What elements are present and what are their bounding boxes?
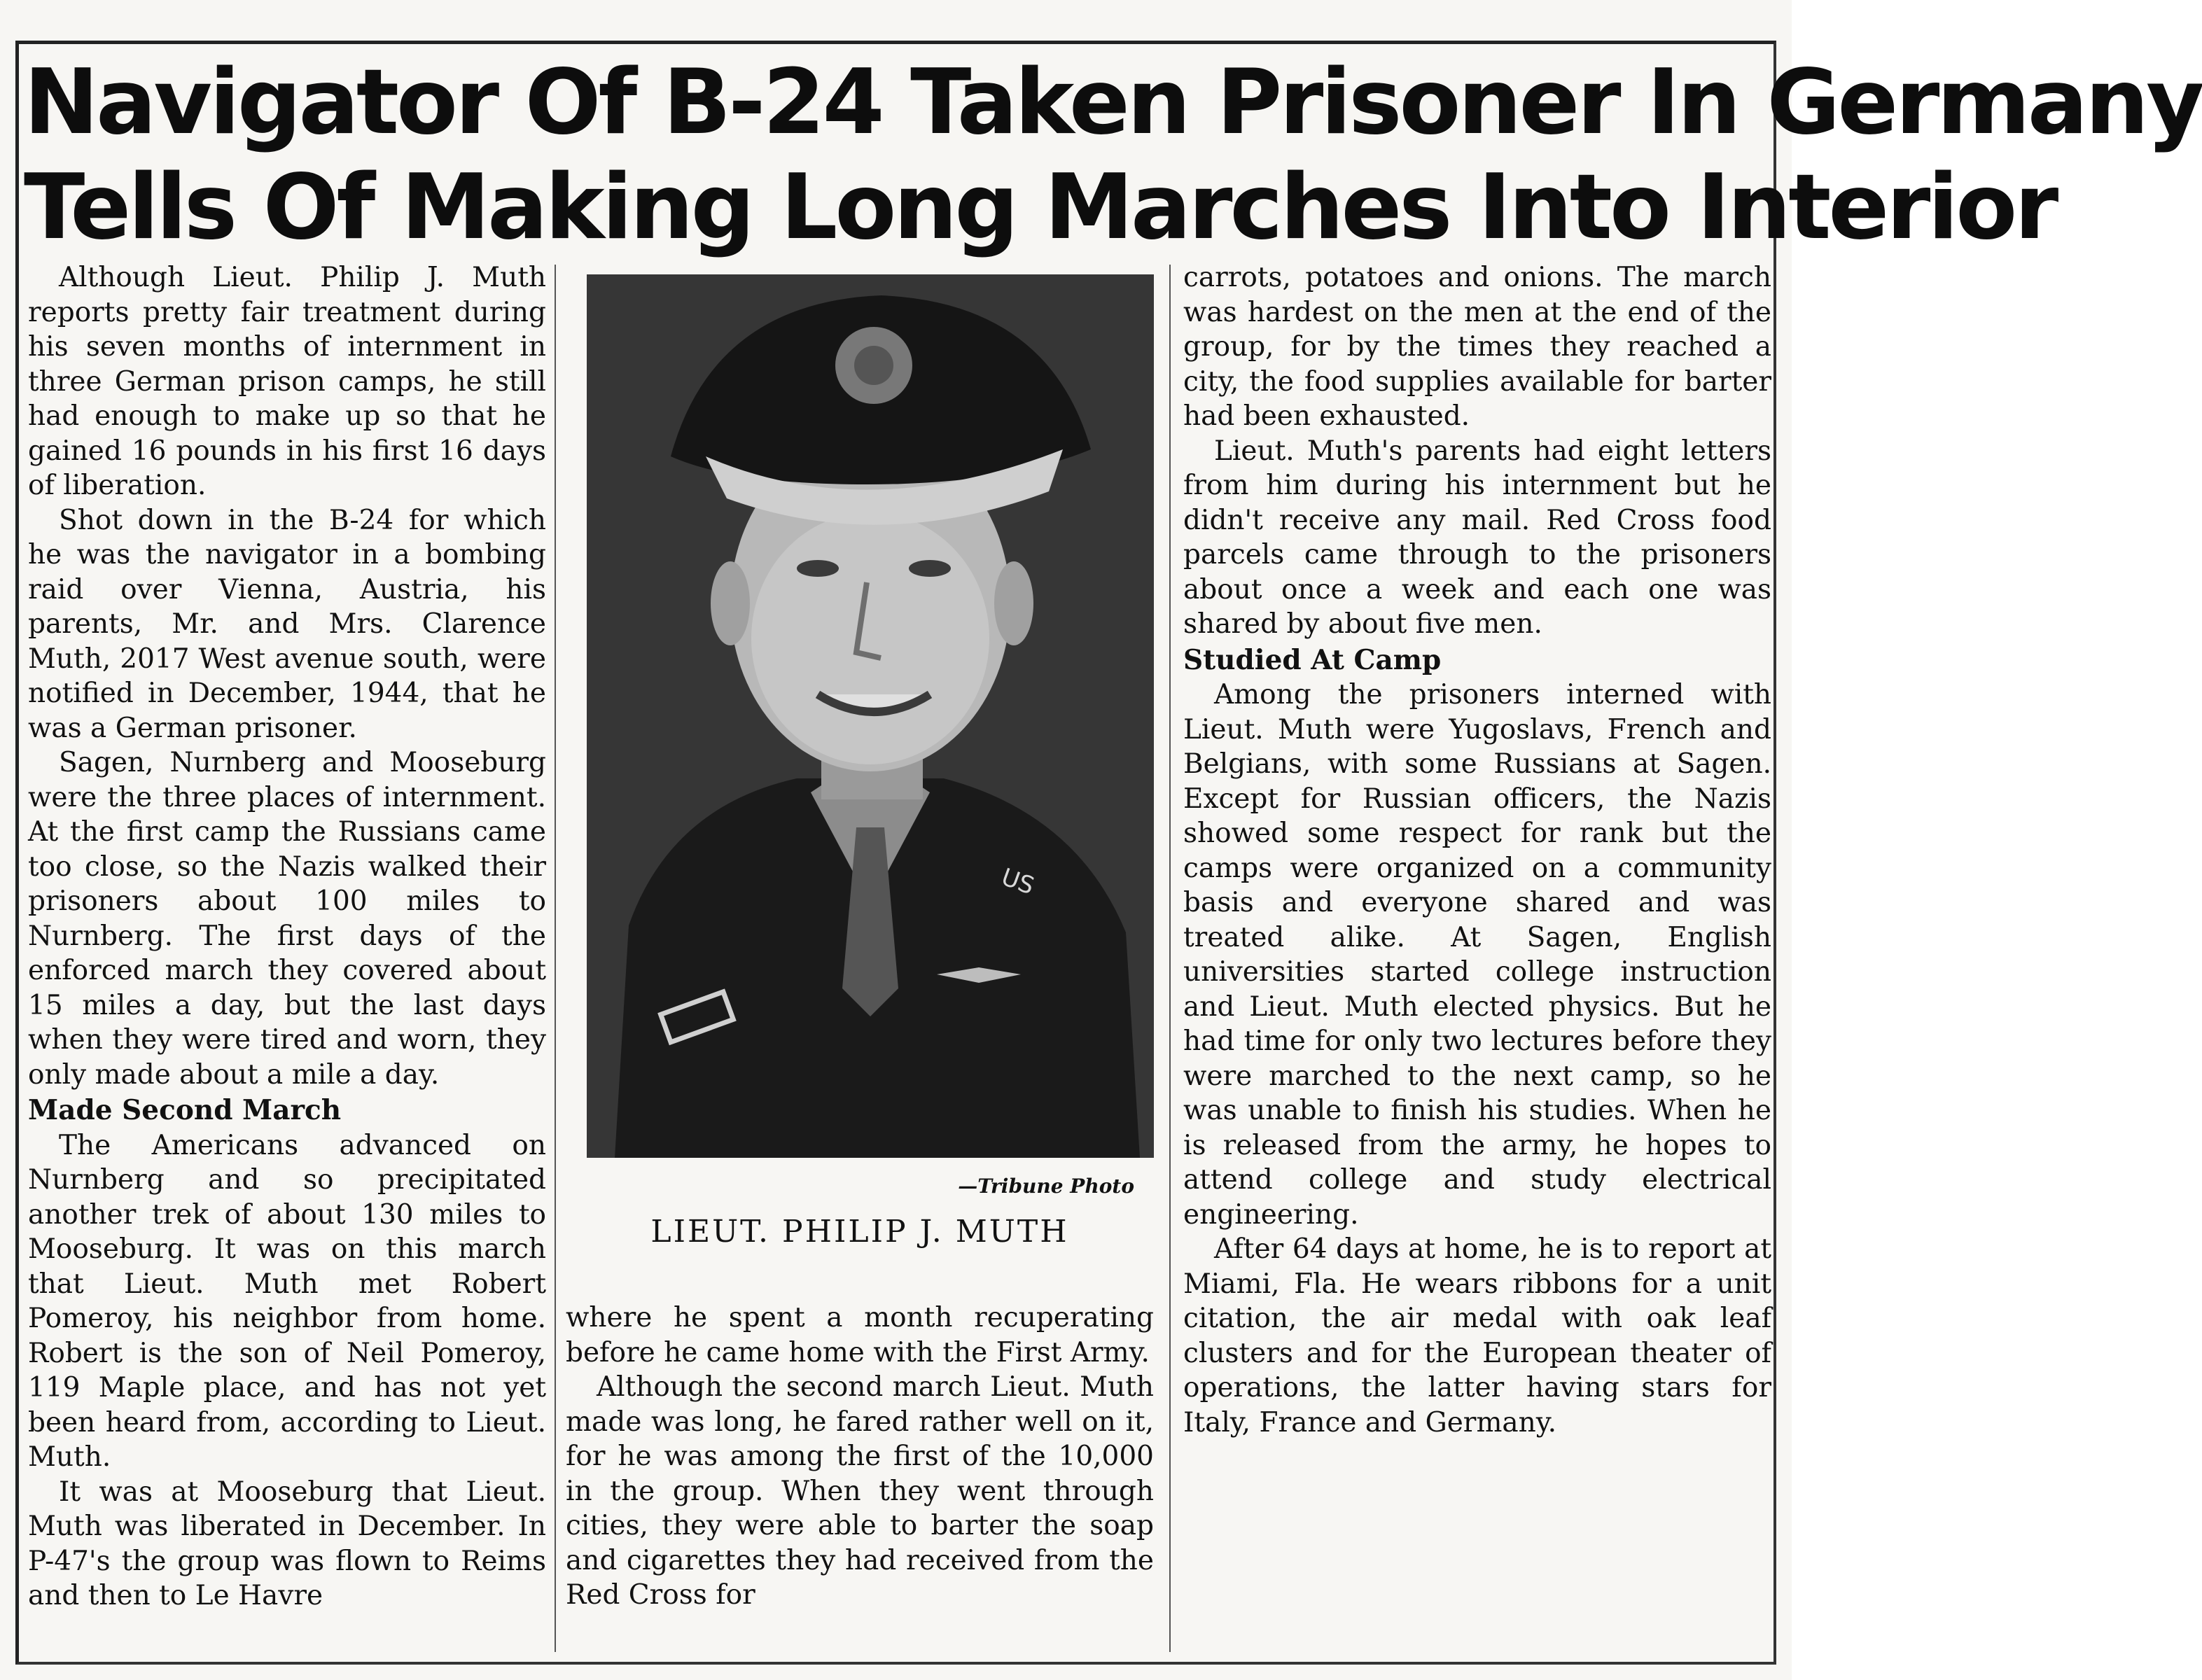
portrait-photo	[587, 274, 1154, 1158]
paragraph: Shot down in the B-24 for which he was the navigator in a bombing raid over Vienna, Austria, his parents, Mr. and Mrs. Clarence Muth, 2017 West avenue south, were notified in December, 1944, that he was a German prisoner.	[28, 504, 546, 744]
column-rule-1	[555, 265, 556, 1652]
paragraph: carrots, potatoes and onions. The march was hardest on the men at the end of the group, for by the times they reached a city, the food supplies available for barter had been exhausted.	[1183, 262, 1771, 432]
headline	[24, 50, 2202, 260]
article-column-1	[28, 260, 546, 1659]
subheading: Made Second March	[28, 1094, 342, 1126]
paragraph: Lieut. Muth's parents had eight letters from him during his internment but he didn't receive any mail. Red Cross food parcels came through to the prisoners about once a week and each one was shared by about five men.	[1183, 435, 1771, 640]
paragraph: Although Lieut. Philip J. Muth reports pretty fair treatment during his seven months of internment in three German prison camps, he still had enough to make up so that he gained 16 pounds in his first 16 days of liberation.	[28, 262, 546, 501]
headline-line-1: Navigator Of B-24 Taken Prisoner In Germany	[24, 50, 2202, 155]
photo-credit: —Tribune Photo	[958, 1175, 1134, 1198]
article-column-3	[1183, 260, 1771, 1659]
paragraph: It was at Mooseburg that Lieut. Muth was liberated in December. In P-47's the group was flown to Reims and then to Le Havre	[28, 1476, 546, 1611]
headline-line-2: Tells Of Making Long Marches Into Interior	[24, 155, 2056, 260]
column-rule-2	[1169, 265, 1171, 1652]
svg-text:US: US	[997, 862, 1038, 901]
paragraph: Among the prisoners interned with Lieut. Muth were Yugoslavs, French and Belgians, with some Russians at Sagen. Except for Russian officers, the Nazis showed some respect for rank but the camps were organized on a community basis and everyone shared and was treated alike. At Sagen, English universities started college instruction and Lieut. Muth elected physics. But he had time for only two lectures before they were marched to the next camp, so he was unable to finish his studies. When he is released from the army, he hopes to attend college and study electrical engineering.	[1183, 679, 1771, 1231]
paragraph: where he spent a month recuperating before he came home with the First Army.	[566, 1302, 1154, 1368]
paragraph: The Americans advanced on Nurnberg and so precipitated another trek of about 130 miles to Mooseburg. It was on this march that Lieut. Muth met Robert Pomeroy, his neighbor from home. Robert is the son of Neil Pomeroy, 119 Maple place, and has not yet been heard from, according to Lieut. Muth.	[28, 1129, 546, 1473]
paragraph: Sagen, Nurnberg and Mooseburg were the three places of internment. At the first camp the Russians came too close, so the Nazis walked their prisoners about 100 miles to Nurnberg. The first days of the enforced march they covered about 15 miles a day, but the last days when they were tired and worn, they only made about a mile a day.	[28, 747, 546, 1091]
paragraph: Although the second march Lieut. Muth made was long, he fared rather well on it, for he was among the first of the 10,000 in the group. When they went through cities, they were able to barter the soap and cigarettes they had received from the Red Cross for	[566, 1371, 1154, 1611]
portrait-illustration	[587, 274, 1154, 1158]
photo-caption: LIEUT. PHILIP J. MUTH	[650, 1214, 1069, 1250]
article-column-2	[566, 1301, 1154, 1659]
paragraph: After 64 days at home, he is to report at Miami, Fla. He wears ribbons for a unit citation, the air medal with oak leaf clusters and for the European theater of operations, the latter having stars for Italy, France and Germany.	[1183, 1233, 1771, 1438]
subheading: Studied At Camp	[1183, 643, 1442, 676]
